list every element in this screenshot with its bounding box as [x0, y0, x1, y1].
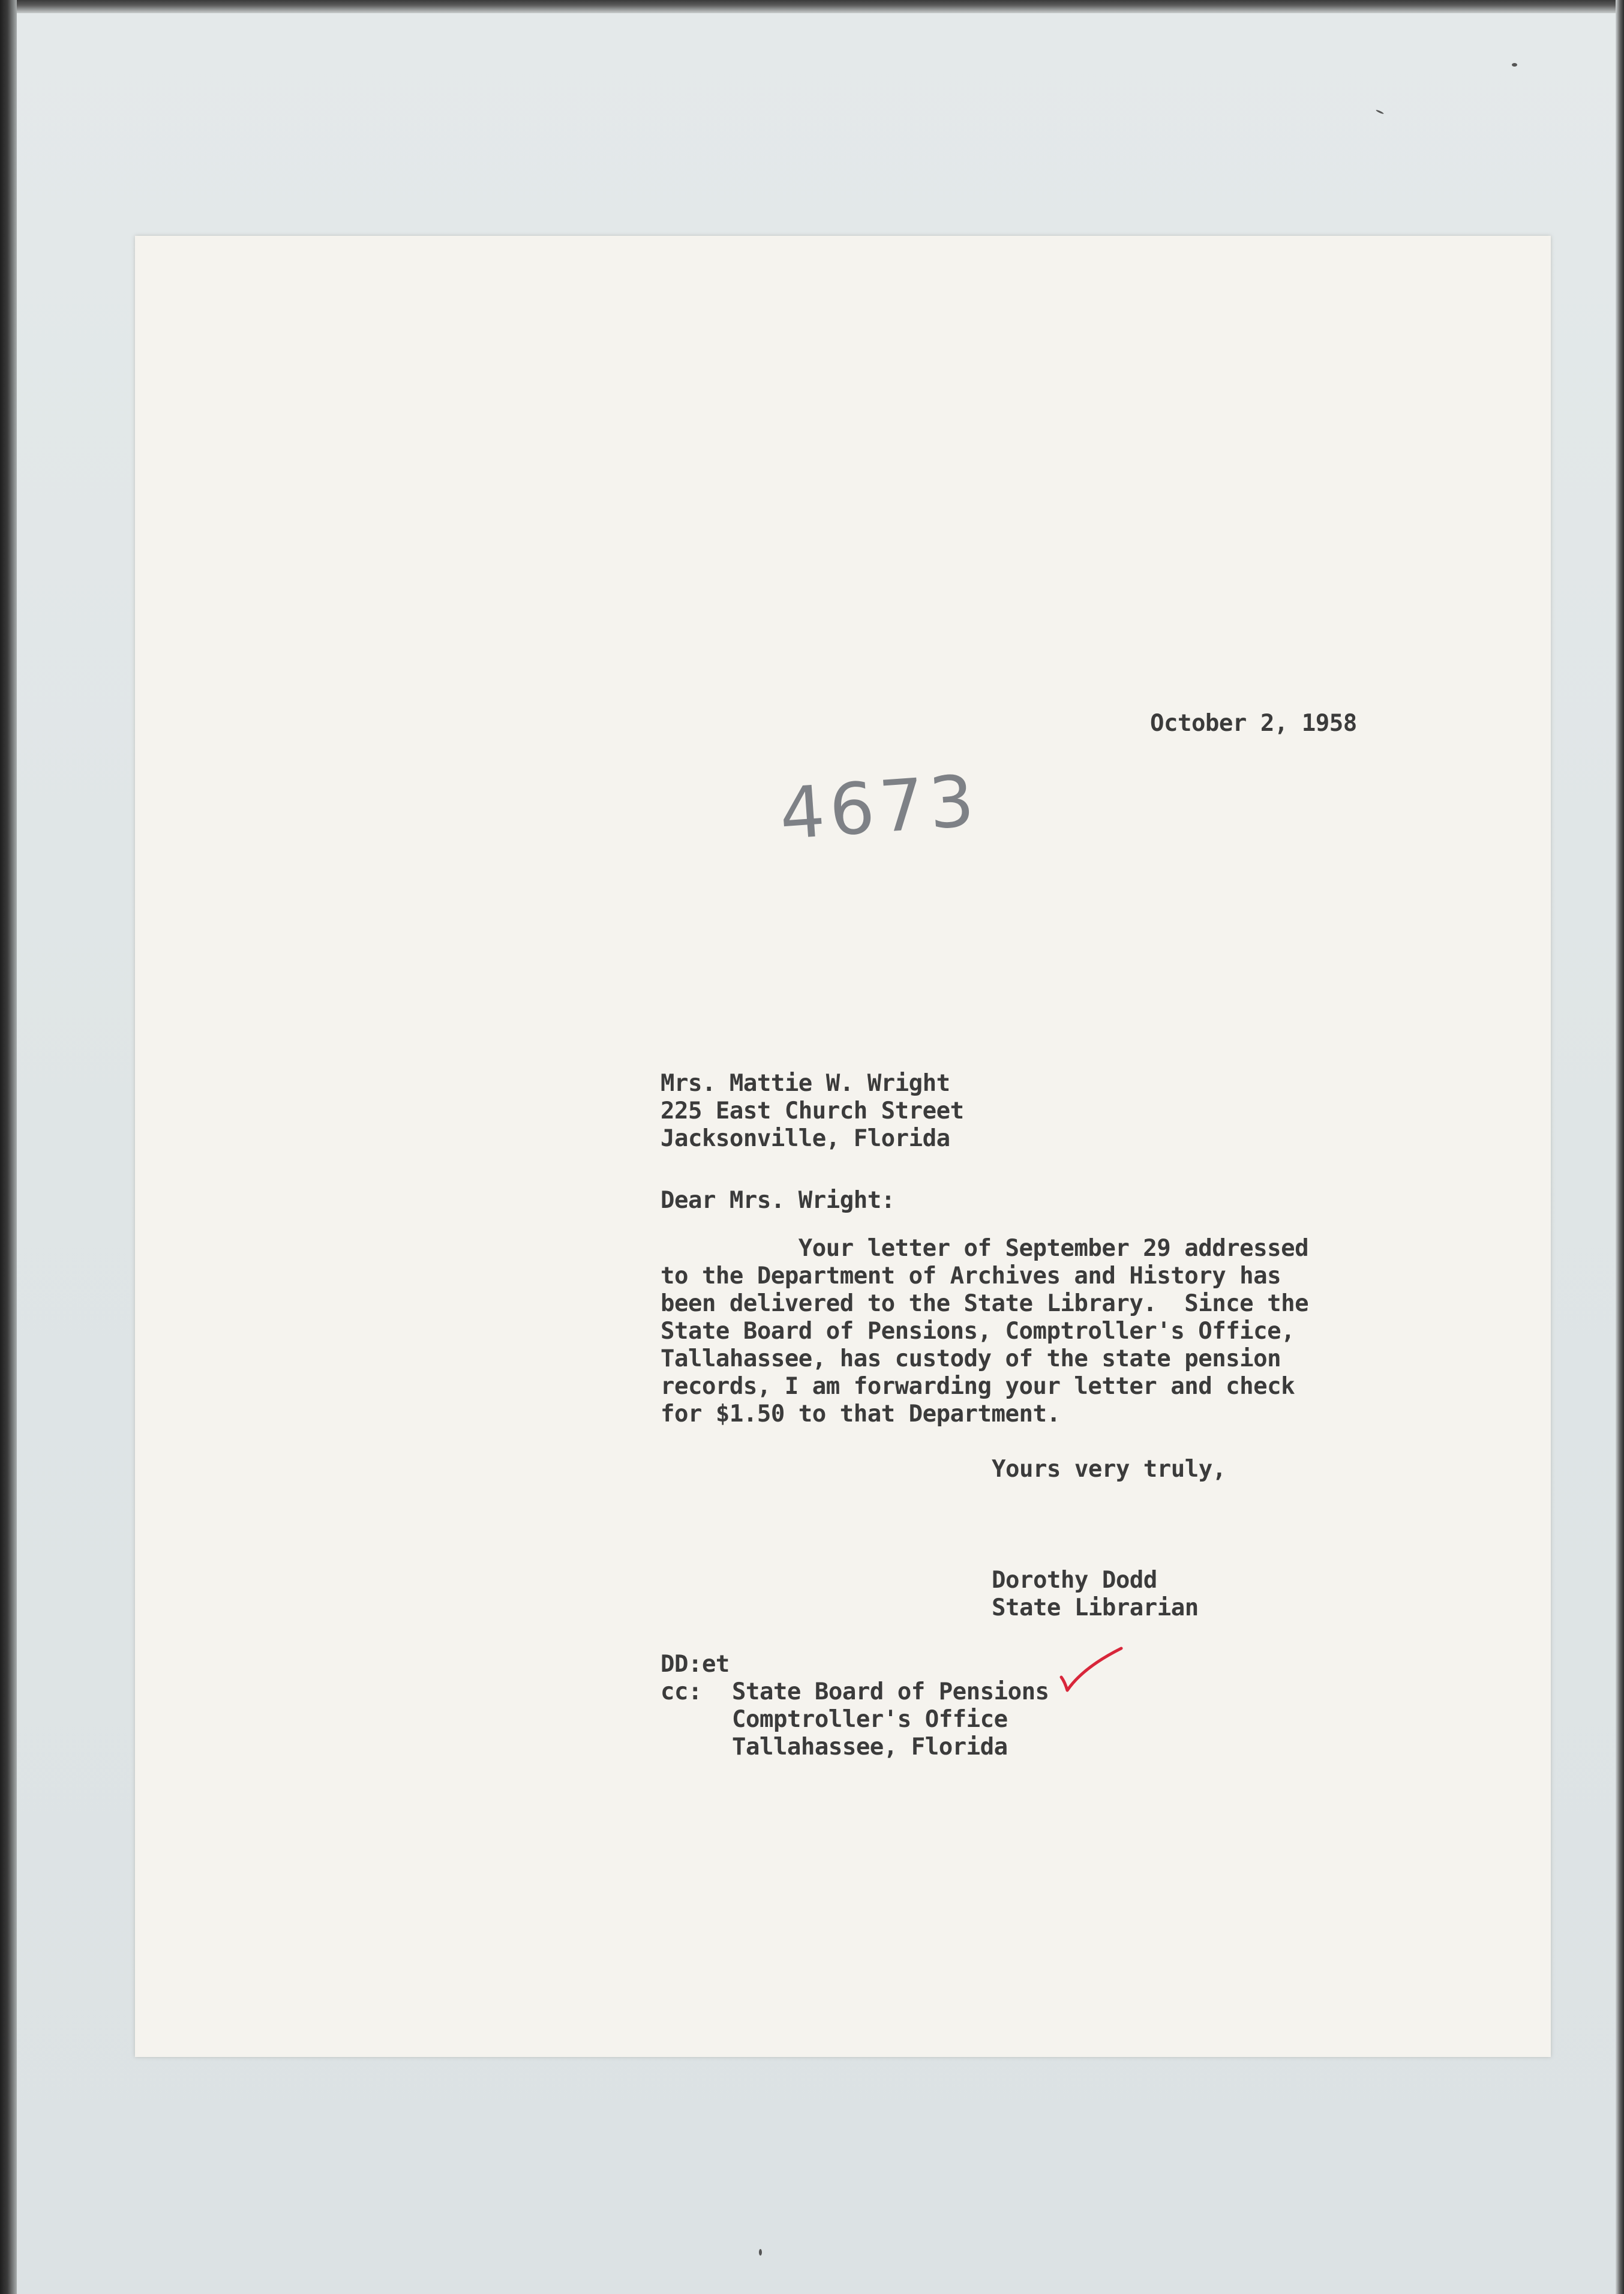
letter-sheet — [135, 236, 1551, 2057]
handwritten-file-number: 4673 — [777, 758, 982, 856]
body-line: records, I am forwarding your letter and check — [661, 1373, 1295, 1400]
reference-initials: DD:et — [661, 1651, 730, 1678]
body-line: been delivered to the State Library. Since the — [661, 1290, 1309, 1317]
body-line: to the Department of Archives and History has — [661, 1263, 1281, 1290]
red-checkmark-icon — [1059, 1646, 1125, 1694]
closing: Yours very truly, — [992, 1456, 1226, 1483]
recipient-address — [661, 1070, 964, 1153]
scan-right-edge — [1616, 0, 1624, 2294]
cc-recipients — [732, 1678, 1049, 1761]
scan-top-edge — [0, 0, 1624, 13]
letter-date: October 2, 1958 — [1150, 710, 1357, 737]
recipient-line: Mrs. Mattie W. Wright — [661, 1070, 950, 1097]
body-line: Your letter of September 29 addressed — [661, 1235, 1309, 1262]
body-line: State Board of Pensions, Comptroller's Office, — [661, 1318, 1295, 1345]
recipient-line: 225 East Church Street — [661, 1097, 964, 1124]
scan-left-edge — [0, 0, 17, 2294]
recipient-line: Jacksonville, Florida — [661, 1125, 950, 1152]
cc-line: Tallahassee, Florida — [732, 1734, 1008, 1761]
cc-line: Comptroller's Office — [732, 1706, 1008, 1733]
signer-title: State Librarian — [992, 1594, 1199, 1621]
salutation: Dear Mrs. Wright: — [661, 1187, 895, 1214]
scan-speck — [1512, 63, 1517, 67]
scan-speck — [759, 2249, 762, 2256]
cc-line: State Board of Pensions — [732, 1678, 1049, 1705]
signature-block — [992, 1567, 1199, 1622]
body-line: for $1.50 to that Department. — [661, 1401, 1061, 1428]
cc-label: cc: — [661, 1678, 702, 1705]
body-line: Tallahassee, has custody of the state pension — [661, 1345, 1281, 1372]
letter-body — [661, 1235, 1308, 1428]
signer-name: Dorothy Dodd — [992, 1567, 1157, 1594]
